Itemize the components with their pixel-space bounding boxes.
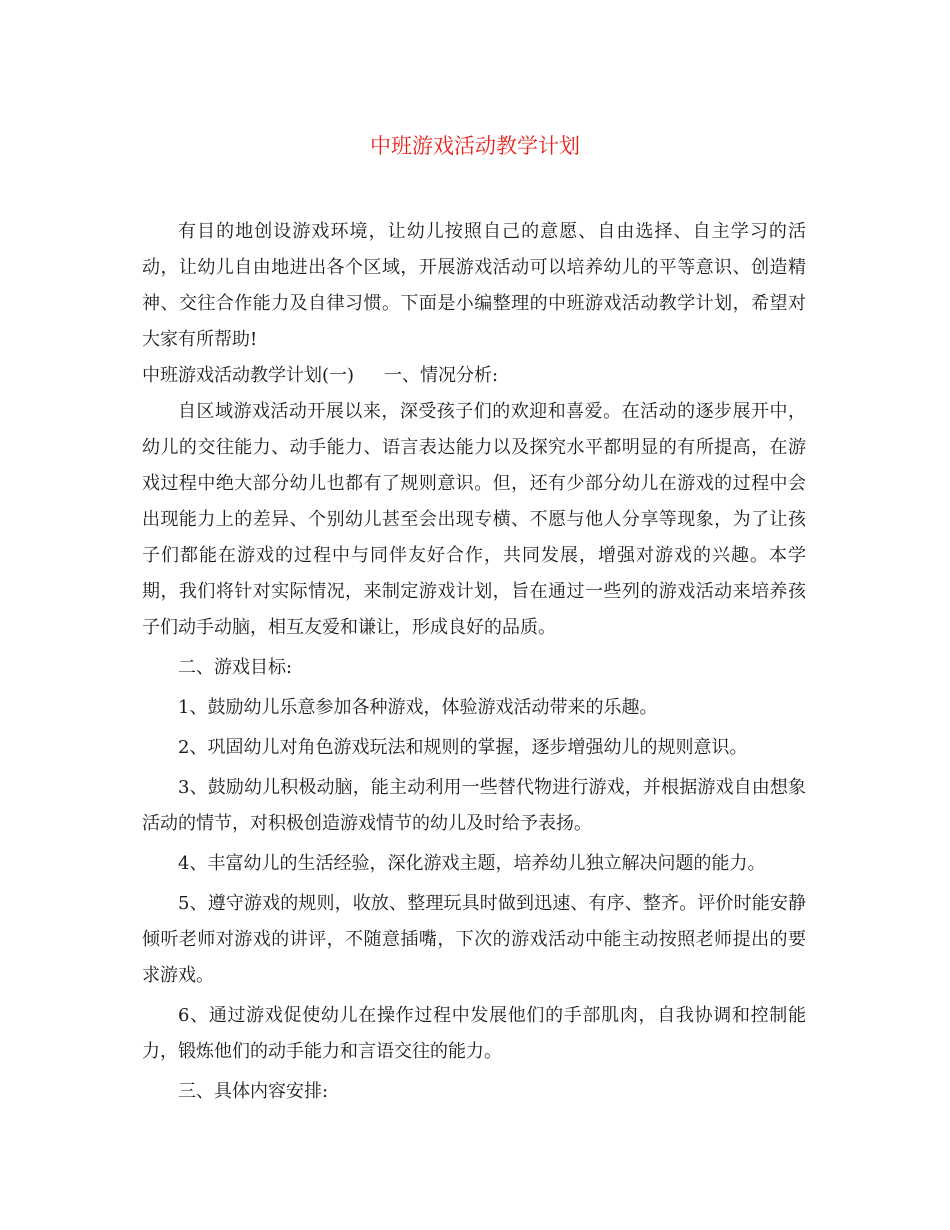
section1-paragraph: 自区域游戏活动开展以来，深受孩子们的欢迎和喜爱。在活动的逐步展开中，幼儿的交往能力、动手能力、语言表达能力以及探究水平都明显的有所提高，在游戏过程中绝大部分幼儿也都有了规则意识。但，还有少部分幼儿在游戏的过程中会出现能力上的差异、个别幼儿甚至会出现专横、不愿与他人分享等现象，为了让孩子们都能在游戏的过程中与同伴友好合作，共同发展，增强对游戏的兴趣。本学期，我们将针对实际情况，来制定游戏计划，旨在通过一些列的游戏活动来培养孩子们动手动脑，相互友爱和谦让，形成良好的品质。: [142, 401, 806, 638]
goal-item: 3、鼓励幼儿积极动脑，能主动利用一些替代物进行游戏，并根据游戏自由想象活动的情节，对积极创造游戏情节的幼儿及时给予表扬。: [142, 777, 806, 834]
section3-heading: 三、具体内容安排:: [178, 1081, 329, 1102]
section1-heading: 一、情况分析:: [384, 365, 499, 386]
goal-item: 6、通过游戏促使幼儿在操作过程中发展他们的手部肌肉，自我协调和控制能力，锻炼他们的动手能力和言语交往的能力。: [142, 1005, 806, 1062]
goal-item: 5、遵守游戏的规则，收放、整理玩具时做到迅速、有序、整齐。评价时能安静倾听老师对游戏的讲评，不随意插嘴，下次的游戏活动中能主动按照老师提出的要求游戏。: [142, 893, 806, 986]
section2-heading: 二、游戏目标:: [178, 657, 293, 678]
goal-item: 2、巩固幼儿对角色游戏玩法和规则的掌握，逐步增强幼儿的规则意识。: [178, 737, 748, 758]
document-title: 中班游戏活动教学计划: [370, 134, 580, 158]
plan-heading-line: [142, 358, 806, 394]
intro-paragraph: 有目的地创设游戏环境，让幼儿按照自己的意愿、自由选择、自主学习的活动，让幼儿自由地进出各个区域，开展游戏活动可以培养幼儿的平等意识、创造精神、交往合作能力及自律习惯。下面是小编整理的中班游戏活动教学计划，希望对大家有所帮助!: [142, 221, 806, 350]
goal-item: 4、丰富幼儿的生活经验，深化游戏主题，培养幼儿独立解决问题的能力。: [178, 853, 766, 874]
document-body: [142, 214, 806, 1110]
plan-heading: 中班游戏活动教学计划(一): [142, 365, 355, 386]
goal-item: 1、鼓励幼儿乐意参加各种游戏，体验游戏活动带来的乐趣。: [178, 697, 658, 718]
